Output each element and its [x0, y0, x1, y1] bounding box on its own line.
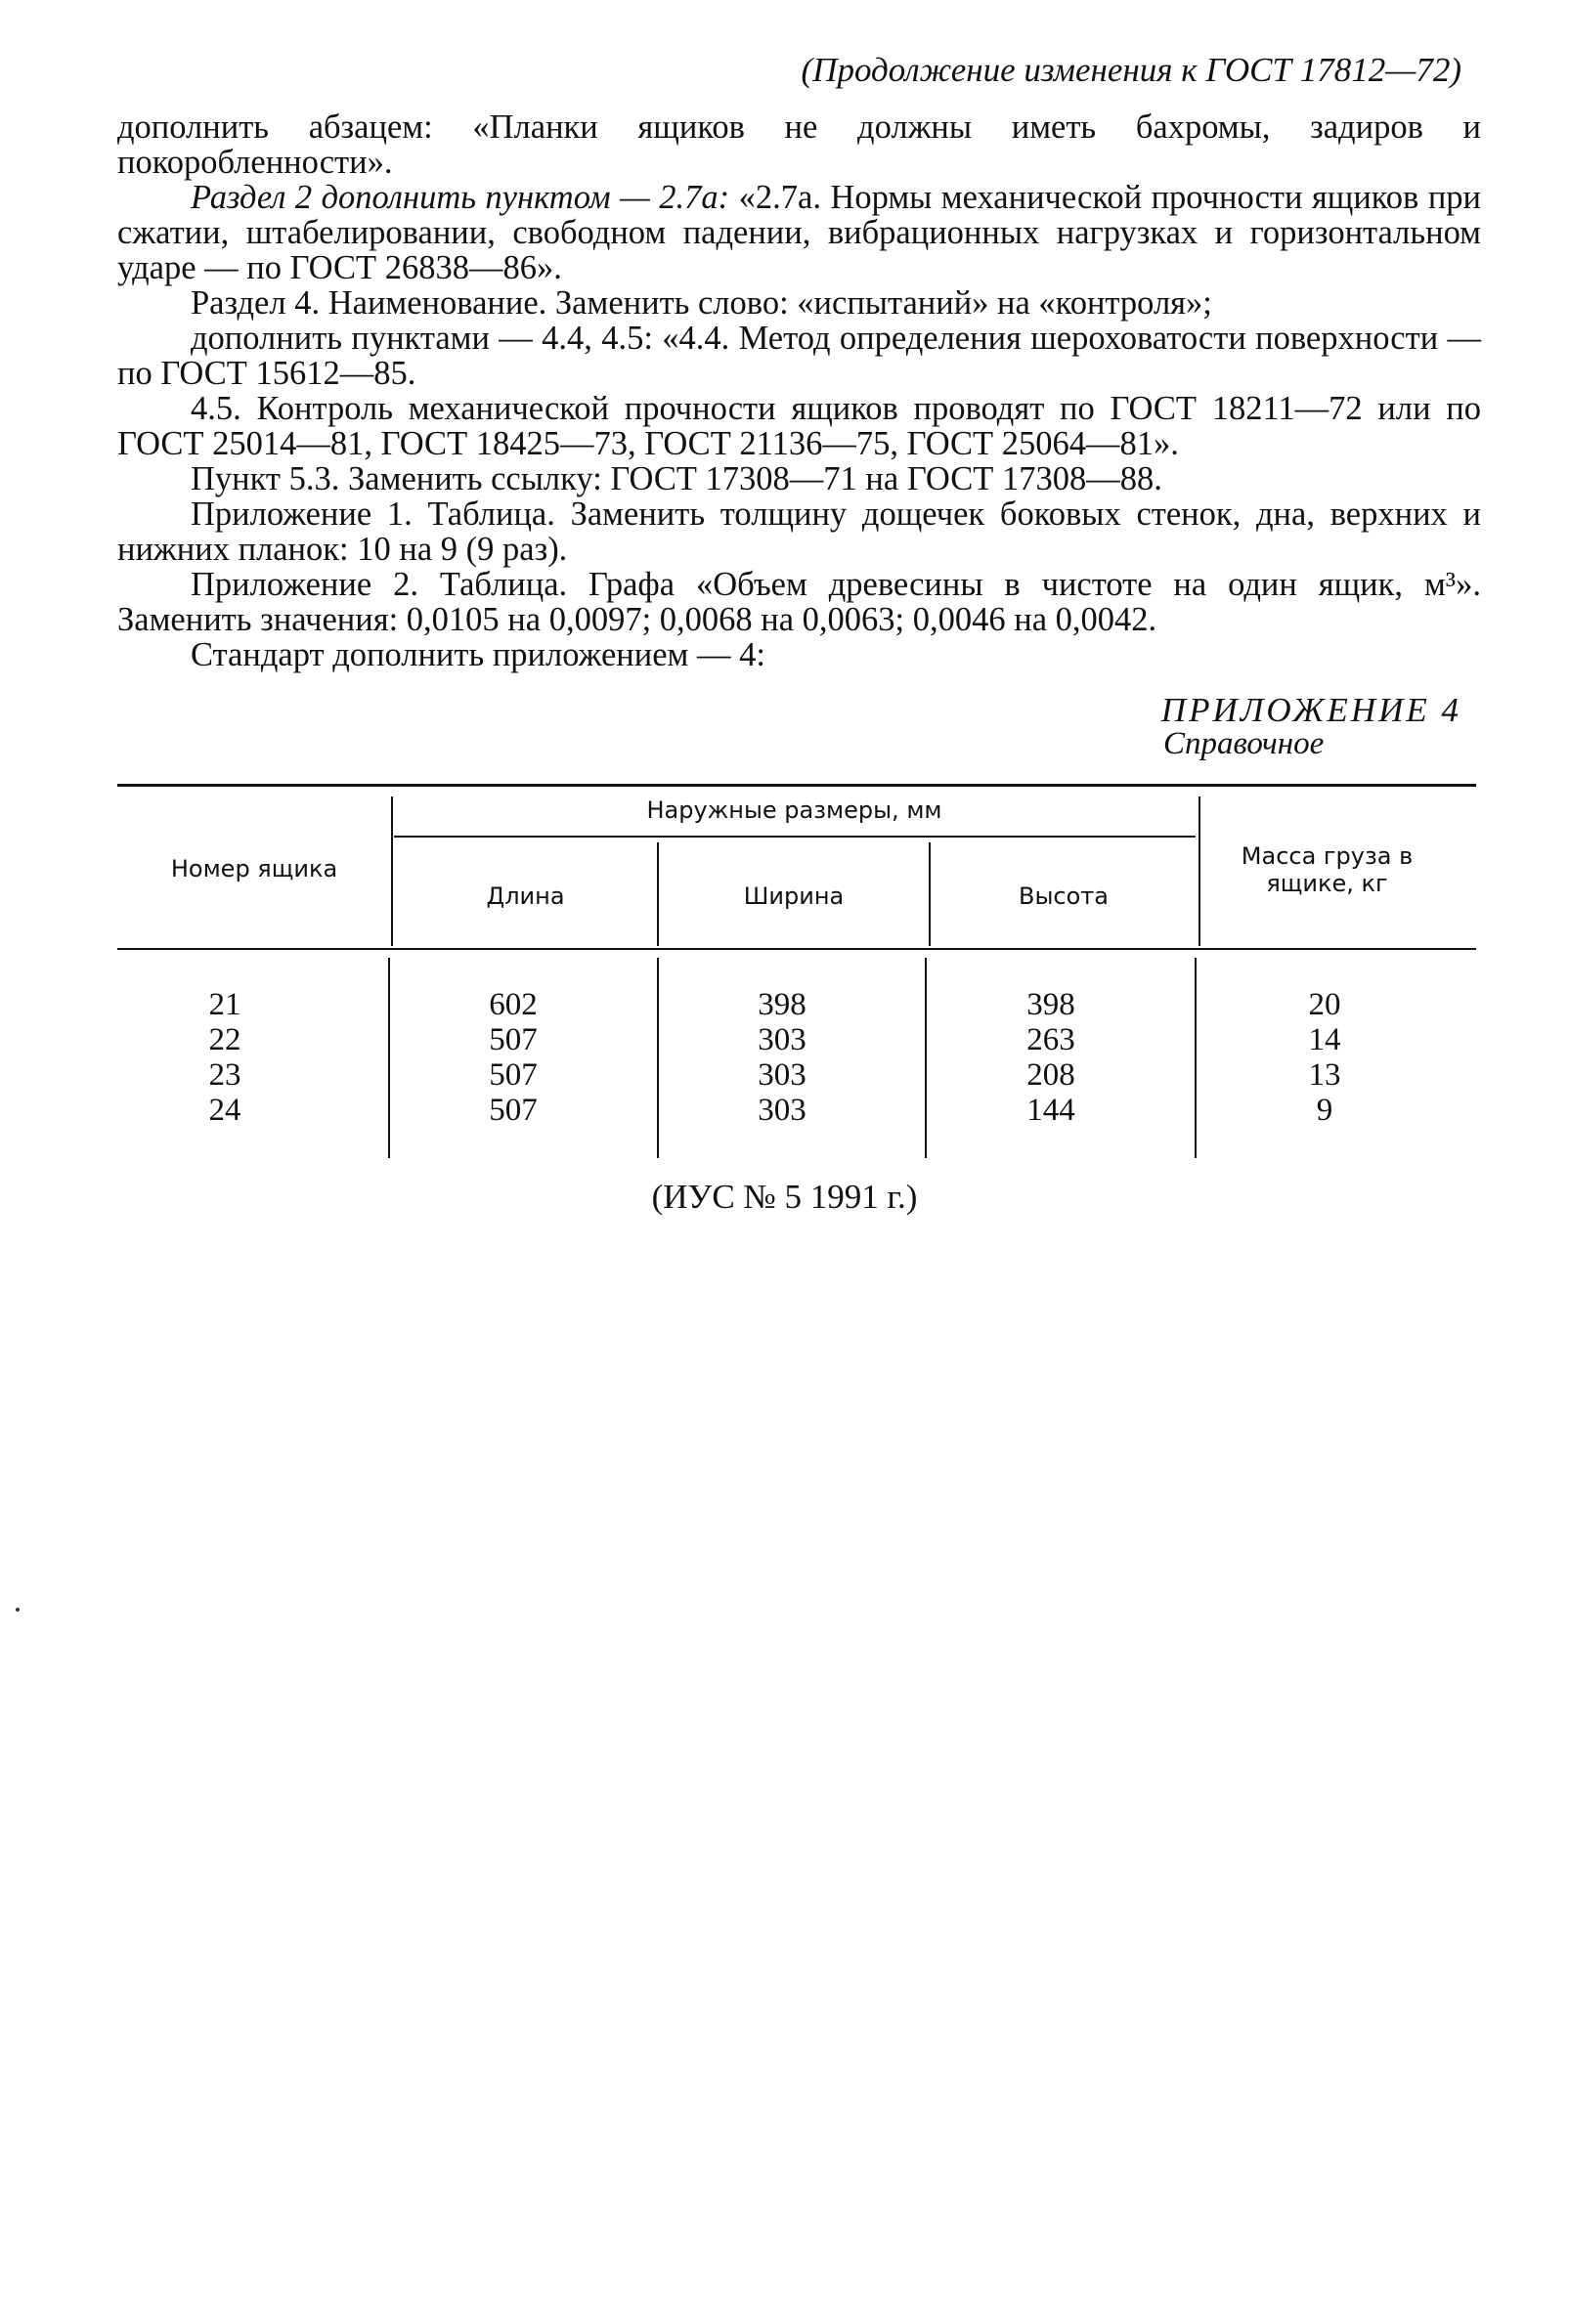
table-cell: 507 — [489, 1093, 538, 1128]
dims-sub-rule — [394, 836, 1196, 838]
table-cell: 263 — [1026, 1022, 1075, 1057]
source-reference: (ИУС № 5 1991 г.) — [651, 1178, 918, 1216]
table-cell: 398 — [758, 987, 806, 1022]
amendment-text — [117, 109, 1481, 672]
table-header-rule — [117, 948, 1476, 950]
column-width — [665, 987, 899, 1128]
column-mass — [1207, 987, 1442, 1128]
body-divider-3 — [925, 958, 927, 1158]
header-width: Ширина — [743, 882, 845, 910]
table-cell: 14 — [1308, 1022, 1341, 1057]
col-divider-4 — [1199, 796, 1200, 946]
table-cell: 23 — [208, 1057, 241, 1093]
page-header: (Продолжение изменения к ГОСТ 17812—72) — [801, 51, 1461, 89]
col-divider-1 — [391, 796, 393, 946]
col-divider-2 — [657, 842, 659, 946]
column-number — [127, 987, 323, 1128]
table-cell: 507 — [489, 1022, 538, 1057]
scan-speck — [16, 1608, 20, 1612]
paragraph-2 — [117, 180, 1481, 285]
table-cell: 303 — [758, 1093, 806, 1128]
appendix-subtitle: Справочное — [1163, 726, 1325, 761]
table-cell: 20 — [1308, 987, 1341, 1022]
table-cell: 21 — [208, 987, 241, 1022]
body-divider-1 — [388, 958, 390, 1158]
table-cell: 303 — [758, 1057, 806, 1093]
body-divider-2 — [657, 958, 659, 1158]
paragraph-4: дополнить пунктами — 4.4, 4.5: «4.4. Метод определения шероховатости поверхности — по ГОСТ 15612—85. — [117, 320, 1481, 392]
header-length: Длина — [486, 882, 565, 910]
col-divider-3 — [929, 842, 931, 946]
table-cell: 303 — [758, 1022, 806, 1057]
paragraph-2-rest: «2.7а. Нормы механической прочности ящиков при сжатии, штабелировании, свободном падении, вибрационных нагрузках и горизонтальном ударе — по ГОСТ 26838—86». — [117, 179, 1481, 286]
table-top-rule — [117, 784, 1476, 787]
paragraph-7: Приложение 1. Таблица. Заменить толщину дощечек боковых стенок, дна, верхних и нижних планок: 10 на 9 (9 раз). — [117, 495, 1481, 568]
table-cell: 602 — [489, 987, 538, 1022]
column-height — [934, 987, 1168, 1128]
paragraph-9: Стандарт дополнить приложением — 4: — [191, 636, 765, 673]
body-divider-4 — [1195, 958, 1197, 1158]
table-cell: 144 — [1026, 1093, 1075, 1128]
paragraph-2-lead: Раздел 2 дополнить пунктом — 2.7а: — [191, 179, 739, 216]
table-cell: 507 — [489, 1057, 538, 1093]
table-cell: 9 — [1316, 1093, 1333, 1128]
table-cell: 22 — [208, 1022, 241, 1057]
header-height: Высота — [1019, 882, 1109, 910]
appendix-title: ПРИЛОЖЕНИЕ 4 — [1160, 691, 1461, 729]
table-cell: 13 — [1308, 1057, 1341, 1093]
table-cell: 398 — [1026, 987, 1075, 1022]
paragraph-1: дополнить абзацем: «Планки ящиков не должны иметь бахромы, задиров и покоробленности». — [117, 108, 1481, 181]
table-cell: 24 — [208, 1093, 241, 1128]
header-mass: Масса груза в ящике, кг — [1241, 842, 1414, 897]
header-number: Номер ящика — [170, 855, 338, 882]
header-outer-dims: Наружные размеры, мм — [646, 796, 942, 824]
paragraph-8: Приложение 2. Таблица. Графа «Объем древесины в чистоте на один ящик, м³». Заменить значения: 0,0105 на 0,0097; 0,0068 на 0,0063; 0,0046 на 0,0042. — [117, 566, 1481, 638]
column-length — [396, 987, 631, 1128]
table-cell: 208 — [1026, 1057, 1075, 1093]
paragraph-5: 4.5. Контроль механической прочности ящиков проводят по ГОСТ 18211—72 или по ГОСТ 25014—81, ГОСТ 18425—73, ГОСТ 21136—75, ГОСТ 25064—81». — [117, 390, 1481, 462]
paragraph-6: Пункт 5.3. Заменить ссылку: ГОСТ 17308—71 на ГОСТ 17308—88. — [191, 460, 1162, 497]
paragraph-3: Раздел 4. Наименование. Заменить слово: «испытаний» на «контроля»; — [191, 284, 1212, 322]
